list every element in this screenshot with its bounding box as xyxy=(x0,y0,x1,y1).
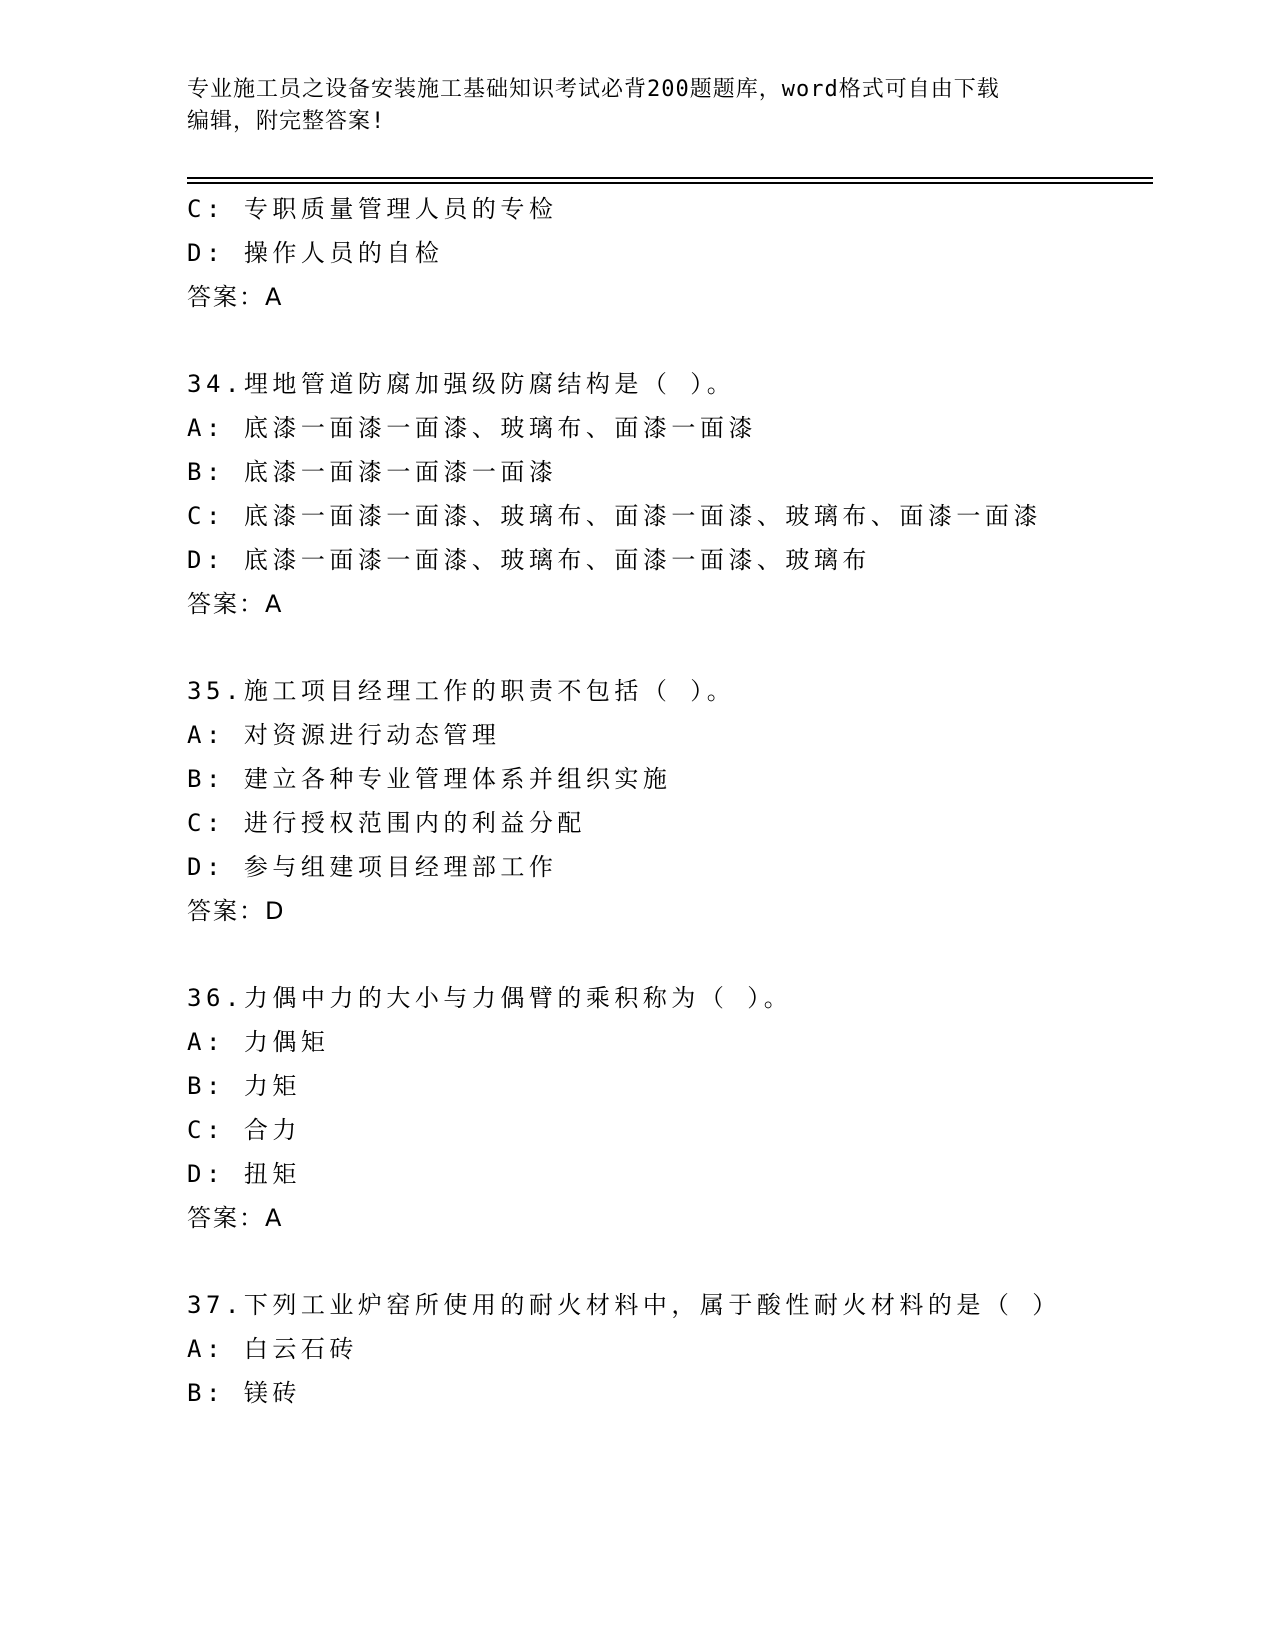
question-stem: 34.埋地管道防腐加强级防腐结构是（ ）。 xyxy=(187,370,736,398)
option-a: A: 对资源进行动态管理 xyxy=(187,721,501,749)
option-b: B: 建立各种专业管理体系并组织实施 xyxy=(187,765,672,793)
option-c: C: 合力 xyxy=(187,1116,301,1144)
question-stem: 36.力偶中力的大小与力偶臂的乘积称为（ ）。 xyxy=(187,984,793,1012)
option-c: C: 底漆一面漆一面漆、玻璃布、面漆一面漆、玻璃布、面漆一面漆 xyxy=(187,502,1042,530)
option-b: B: 力矩 xyxy=(187,1072,301,1100)
answer-line: 答案：A xyxy=(187,283,284,311)
option-b: B: 底漆一面漆一面漆一面漆 xyxy=(187,458,558,486)
header-title-line-1: 专业施工员之设备安装施工基础知识考试必背200题题库，word格式可自由下载 xyxy=(187,77,1000,102)
option-a: A: 白云石砖 xyxy=(187,1335,358,1363)
answer-line: 答案：A xyxy=(187,590,284,618)
option-d: D: 参与组建项目经理部工作 xyxy=(187,853,558,881)
option-a: A: 底漆一面漆一面漆、玻璃布、面漆一面漆 xyxy=(187,414,757,442)
header-divider-top xyxy=(187,177,1153,179)
header-title-line-2: 编辑，附完整答案! xyxy=(187,109,386,134)
document-header xyxy=(187,74,1087,138)
option-c: C: 专职质量管理人员的专检 xyxy=(187,195,558,223)
option-d: D: 底漆一面漆一面漆、玻璃布、面漆一面漆、玻璃布 xyxy=(187,546,871,574)
header-divider-bottom xyxy=(187,182,1153,184)
option-d: D: 操作人员的自检 xyxy=(187,239,444,267)
question-stem: 37.下列工业炉窑所使用的耐火材料中，属于酸性耐火材料的是（ ） xyxy=(187,1291,1061,1319)
option-c: C: 进行授权范围内的利益分配 xyxy=(187,809,586,837)
option-b: B: 镁砖 xyxy=(187,1379,301,1407)
answer-line: 答案：D xyxy=(187,897,286,925)
option-a: A: 力偶矩 xyxy=(187,1028,330,1056)
answer-line: 答案：A xyxy=(187,1204,284,1232)
question-stem: 35.施工项目经理工作的职责不包括（ ）。 xyxy=(187,677,736,705)
option-d: D: 扭矩 xyxy=(187,1160,301,1188)
